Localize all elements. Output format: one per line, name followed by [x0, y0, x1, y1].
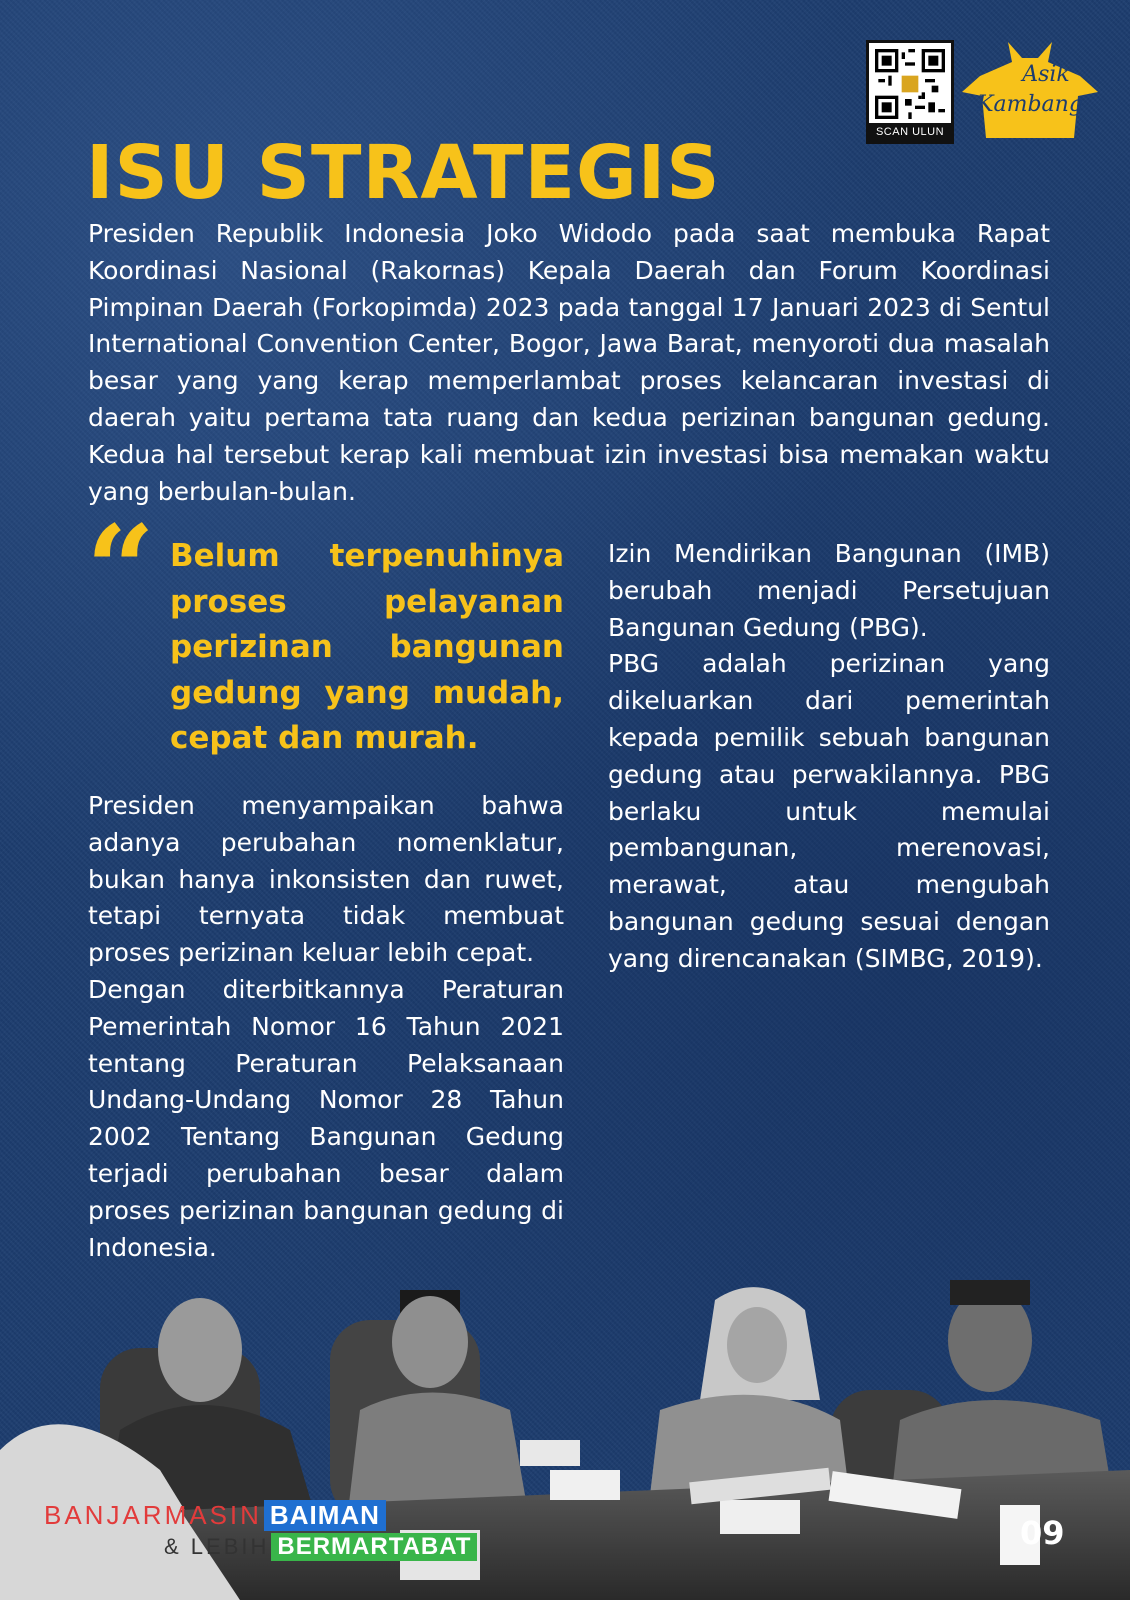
left-column — [88, 788, 564, 1266]
right-column — [608, 536, 1050, 978]
page-title: ISU STRATEGIS — [86, 130, 721, 216]
asik-kambang-logo-icon — [960, 36, 1100, 146]
logo-text-line1: Asik — [1022, 62, 1070, 87]
left-paragraph-2: Dengan diterbitkannya Peraturan Pemerintah Nomor 16 Tahun 2021 tentang Peraturan Pelaksanaan Undang-Undang Nomor 28 Tahun 2002 Tentang Bangunan Gedung terjadi perubahan besar dalam proses perizinan bangunan gedung di Indonesia. — [88, 974, 564, 1262]
intro-paragraph: Presiden Republik Indonesia Joko Widodo pada saat membuka Rapat Koordinasi Nasional (Rakornas) Kepala Daerah dan Forum Koordinasi Pimpinan Daerah (Forkopimda) 2023 pada tanggal 17 Januari 2023 di Sentul International Convention Center, Bogor, Jawa Barat, menyoroti dua masalah besar yang yang kerap memperlambat proses kelancaran investasi di daerah yaitu pertama tata ruang dan kedua perizinan bangunan gedung. Kedua hal tersebut kerap kali membuat izin investasi bisa memakan waktu yang berbulan-bulan. — [88, 219, 1050, 506]
left-paragraph-1: Presiden menyampaikan bahwa adanya perubahan nomenklatur, bukan hanya inkonsisten dan ruwet, tetapi ternyata tidak membuat proses perizinan keluar lebih cepat. — [88, 791, 564, 968]
brand-line-1 — [44, 1500, 386, 1531]
brand-banjarmasin: BANJARMASIN — [44, 1500, 262, 1530]
logo-text-line2: Kambang — [977, 92, 1083, 117]
brand-baiman: BAIMAN — [264, 1500, 386, 1531]
right-paragraph-2: PBG adalah perizinan yang dikeluarkan dari pemerintah kepada pemilik sebuah bangunan gedung atau perwakilannya. PBG berlaku untuk memulai pembangunan, merenovasi, merawat, atau mengubah bangunan gedung sesuai dengan yang direncanakan (SIMBG, 2019). — [608, 649, 1050, 973]
pull-quote: Belum terpenuhinya proses pelayanan perizinan bangunan gedung yang mudah, cepat dan murah. — [170, 538, 564, 756]
brand-line-2 — [164, 1533, 477, 1561]
brand-lebih: & LEBIH — [164, 1534, 270, 1559]
page-number: 09 — [1020, 1514, 1065, 1552]
brand-bermartabat: BERMARTABAT — [271, 1533, 477, 1561]
quote-mark-icon: “ — [86, 499, 156, 640]
qr-pattern — [875, 49, 945, 119]
qr-caption: SCAN ULUN — [869, 123, 951, 141]
qr-code[interactable] — [866, 40, 954, 144]
right-paragraph-1: Izin Mendirikan Bangunan (IMB) berubah menjadi Persetujuan Bangunan Gedung (PBG). — [608, 539, 1050, 642]
